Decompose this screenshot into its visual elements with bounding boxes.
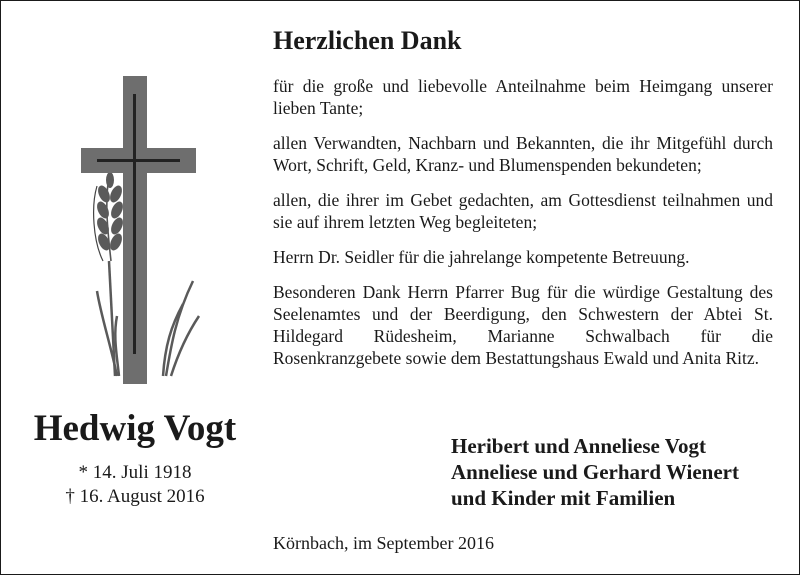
thanks-paragraph: allen Verwandten, Nachbarn und Bekannten, die ihr Mitgefühl durch Wort, Schrift, Geld, Kranz- und Blumenspenden bekundeten; (273, 133, 773, 175)
thanks-paragraph: Besonderen Dank Herrn Pfarrer Bug für die würdige Gestaltung des Seelenamtes und der Beerdigung, den Schwestern der Abtei St. Hildegard Rüdesheim, Marianne Schwalbach für die Rosenkranzgebete sowie dem Bestattungshaus Ewald und Anita Ritz. (273, 282, 773, 368)
grass-blades (97, 261, 199, 376)
thanks-body (273, 75, 773, 382)
signers (451, 433, 739, 511)
thanks-heading: Herzlichen Dank (273, 26, 462, 55)
death-date: † 16. August 2016 (65, 486, 205, 507)
place-date: Körnbach, im September 2016 (273, 533, 494, 553)
thanks-paragraph: für die große und liebevolle Anteilnahme beim Heimgang unserer lieben Tante; (273, 76, 773, 118)
thanks-paragraph: Herrn Dr. Seidler für die jahrelange kompetente Betreuung. (273, 247, 690, 267)
cross-with-wheat-icon (71, 76, 211, 386)
signer-line: Heribert und Anneliese Vogt (451, 434, 706, 458)
cross (81, 76, 196, 384)
life-dates (15, 461, 255, 509)
signer-line: und Kinder mit Familien (451, 486, 676, 510)
deceased-name: Hedwig Vogt (33, 408, 237, 449)
wheat-ear (94, 172, 126, 261)
signer-line: Anneliese und Gerhard Wienert (451, 460, 739, 484)
thanks-paragraph: allen, die ihrer im Gebet gedachten, am Gottesdienst teilnahmen und sie auf ihrem letzten Weg begleiteten; (273, 190, 773, 232)
birth-date: * 14. Juli 1918 (78, 462, 192, 483)
